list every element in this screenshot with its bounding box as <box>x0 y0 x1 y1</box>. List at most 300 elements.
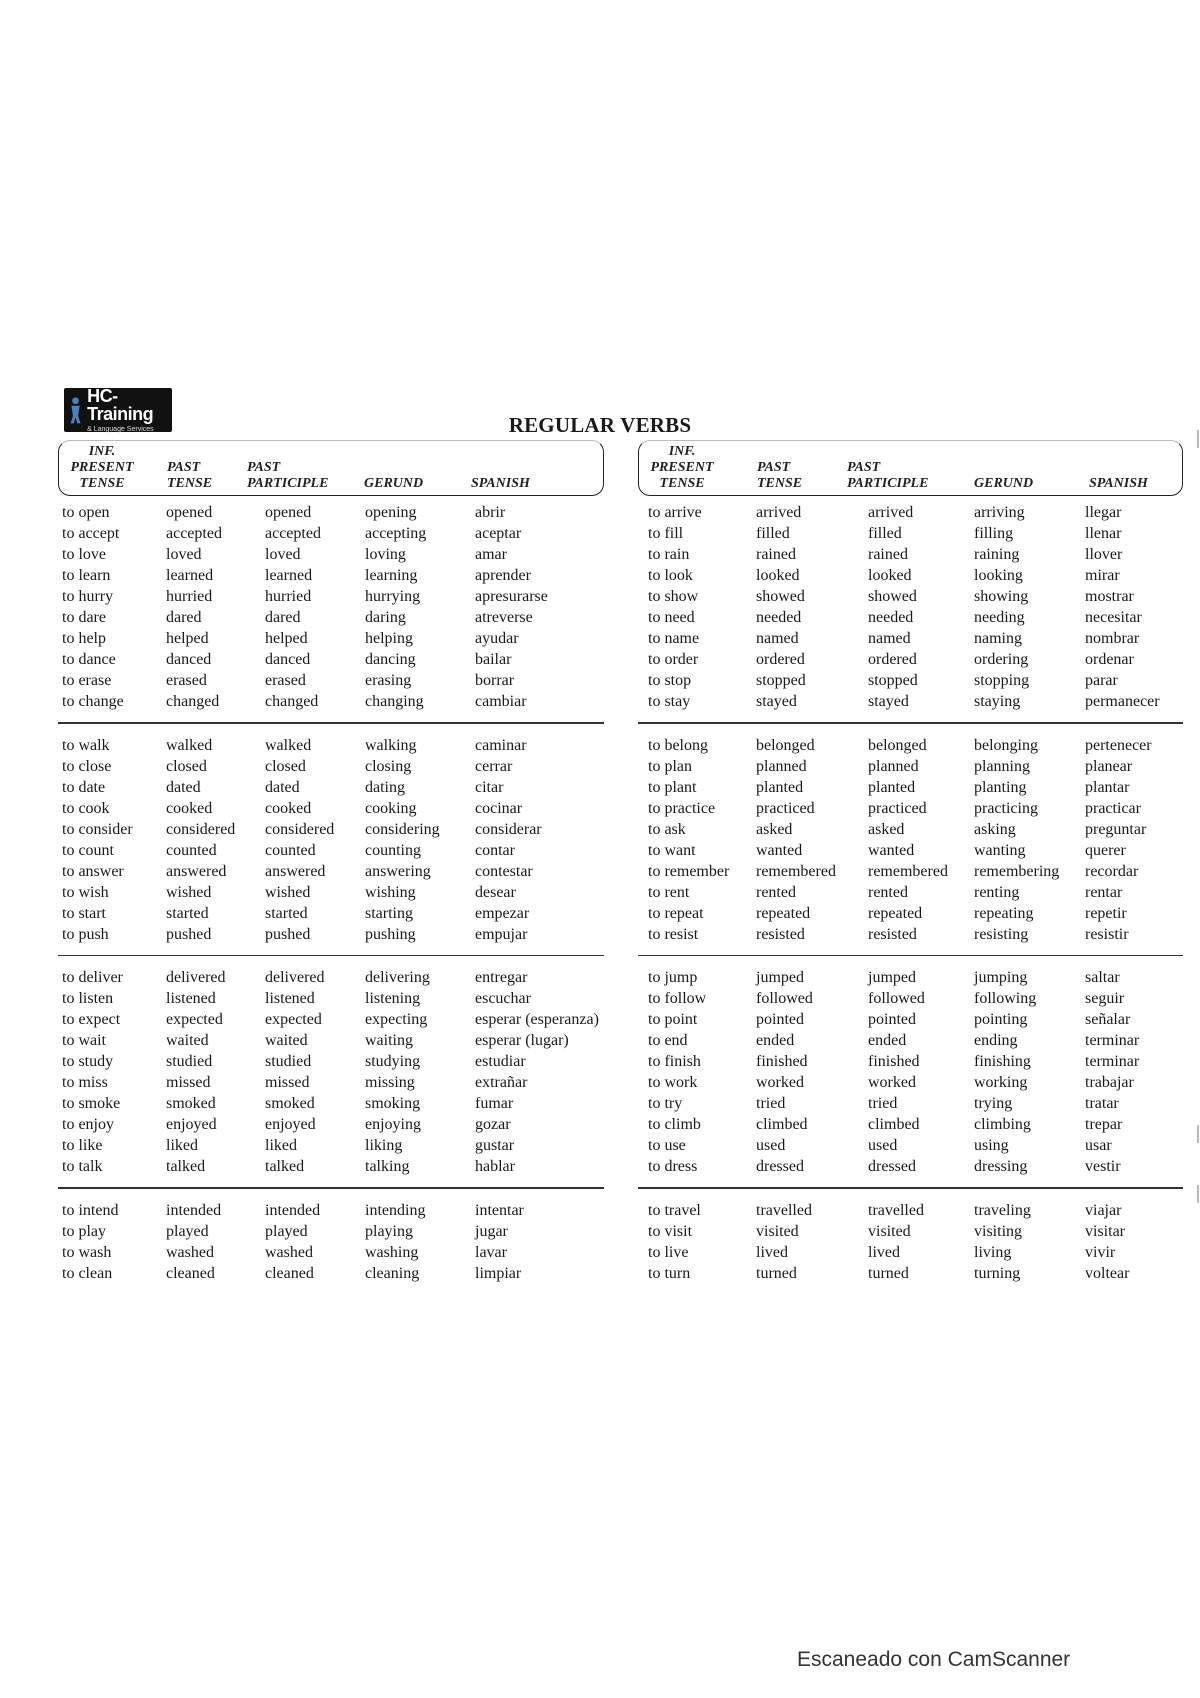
table-row <box>58 798 604 819</box>
spanish-cell: trabajar <box>1085 1074 1134 1091</box>
infinitive-cell: to rain <box>648 546 690 563</box>
gerund-cell: expecting <box>365 1011 428 1028</box>
spanish-cell: ayudar <box>475 630 519 647</box>
past-tense-cell: hurried <box>166 588 213 605</box>
table-row <box>638 798 1183 819</box>
table-row <box>58 1263 604 1284</box>
infinitive-cell: to answer <box>62 862 124 880</box>
infinitive-cell: to stay <box>648 693 691 710</box>
past-tense-cell: smoked <box>166 1095 216 1112</box>
past-tense-cell: resisted <box>756 925 805 943</box>
camscanner-footer: Escaneado con CamScanner <box>797 1648 1071 1671</box>
past-participle-cell: stopped <box>868 672 918 689</box>
past-tense-cell: danced <box>166 651 212 668</box>
spanish-cell: repetir <box>1085 904 1127 922</box>
spanish-cell: querer <box>1085 841 1126 859</box>
table-row <box>58 735 604 756</box>
table-row <box>638 502 1183 523</box>
spanish-cell: parar <box>1085 672 1118 689</box>
infinitive-cell: to enjoy <box>62 1116 114 1133</box>
gerund-cell: starting <box>365 904 413 922</box>
column-header: SPANISH <box>1089 476 1148 491</box>
column-header: GERUND <box>974 476 1034 491</box>
table-row <box>638 967 1183 988</box>
infinitive-cell: to fill <box>648 525 684 542</box>
past-tense-cell: showed <box>756 588 805 605</box>
past-participle-cell: answered <box>265 862 326 880</box>
column-header: PAST TENSE <box>167 460 213 491</box>
past-tense-cell: accepted <box>166 525 222 542</box>
infinitive-cell: to talk <box>62 1158 103 1175</box>
gerund-cell: remembering <box>974 862 1060 880</box>
past-participle-cell: named <box>868 630 911 647</box>
past-participle-cell: wished <box>265 883 311 901</box>
gerund-cell: working <box>974 1074 1028 1091</box>
table-row <box>58 586 604 607</box>
infinitive-cell: to expect <box>62 1011 121 1028</box>
infinitive-cell: to use <box>648 1137 686 1154</box>
past-tense-cell: delivered <box>166 969 226 986</box>
past-tense-cell: pushed <box>166 925 212 943</box>
past-tense-cell: asked <box>756 820 793 838</box>
past-tense-cell: expected <box>166 1011 223 1028</box>
table-row <box>638 1030 1183 1051</box>
infinitive-cell: to plan <box>648 757 692 775</box>
gerund-cell: staying <box>974 693 1021 710</box>
table-row <box>638 1156 1183 1177</box>
spanish-cell: contar <box>475 841 515 859</box>
gerund-cell: helping <box>365 630 413 647</box>
table-row <box>58 628 604 649</box>
gerund-cell: looking <box>974 567 1023 584</box>
infinitive-cell: to play <box>62 1222 106 1240</box>
gerund-cell: smoking <box>365 1095 421 1112</box>
past-participle-cell: started <box>265 904 308 922</box>
past-participle-cell: turned <box>868 1264 909 1282</box>
past-tense-cell: visited <box>756 1222 799 1240</box>
spanish-cell: aprender <box>475 567 531 584</box>
table-row <box>638 628 1183 649</box>
infinitive-cell: to dress <box>648 1158 698 1175</box>
column-header: GERUND <box>364 476 424 491</box>
past-tense-cell: changed <box>166 693 220 710</box>
gerund-cell: missing <box>365 1074 415 1091</box>
column-header-bar <box>58 440 604 496</box>
table-row <box>58 1093 604 1114</box>
scan-edge-mark <box>1197 430 1199 448</box>
spanish-cell: mirar <box>1085 567 1120 584</box>
past-participle-cell: dated <box>265 778 300 796</box>
spanish-cell: necesitar <box>1085 609 1142 626</box>
spanish-cell: viajar <box>1085 1201 1122 1219</box>
spanish-cell: cerrar <box>475 757 513 775</box>
table-row <box>638 1072 1183 1093</box>
past-participle-cell: missed <box>265 1074 310 1091</box>
infinitive-cell: to end <box>648 1032 688 1049</box>
past-tense-cell: belonged <box>756 736 815 754</box>
infinitive-cell: to remember <box>648 862 730 880</box>
infinitive-cell: to close <box>62 757 112 775</box>
infinitive-cell: to wait <box>62 1032 106 1049</box>
table-row <box>58 988 604 1009</box>
past-participle-cell: played <box>265 1222 308 1240</box>
spanish-cell: considerar <box>475 820 542 838</box>
table-row <box>638 1200 1183 1221</box>
spanish-cell: visitar <box>1085 1222 1125 1240</box>
group-divider <box>58 722 604 724</box>
past-participle-cell: opened <box>265 504 312 521</box>
scan-edge-mark <box>1197 1185 1199 1203</box>
gerund-cell: enjoying <box>365 1116 421 1133</box>
infinitive-cell: to help <box>62 630 106 647</box>
past-tense-cell: lived <box>756 1243 788 1261</box>
past-tense-cell: listened <box>166 990 216 1007</box>
infinitive-cell: to walk <box>62 736 110 754</box>
verb-group <box>638 502 1183 712</box>
infinitive-cell: to love <box>62 546 106 563</box>
past-participle-cell: intended <box>265 1201 321 1219</box>
infinitive-cell: to push <box>62 925 109 943</box>
past-tense-cell: planned <box>756 757 807 775</box>
spanish-cell: extrañar <box>475 1074 528 1091</box>
spanish-cell: desear <box>475 883 516 901</box>
gerund-cell: finishing <box>974 1053 1031 1070</box>
spanish-cell: saltar <box>1085 969 1120 986</box>
past-participle-cell: stayed <box>868 693 909 710</box>
infinitive-cell: to point <box>648 1011 698 1028</box>
spanish-cell: escuchar <box>475 990 531 1007</box>
table-row <box>638 756 1183 777</box>
gerund-cell: following <box>974 990 1037 1007</box>
group-divider <box>638 955 1183 957</box>
gerund-cell: traveling <box>974 1201 1031 1219</box>
spanish-cell: gustar <box>475 1137 515 1154</box>
table-row <box>638 649 1183 670</box>
spanish-cell: llegar <box>1085 504 1122 521</box>
past-participle-cell: ordered <box>868 651 917 668</box>
past-participle-cell: studied <box>265 1053 312 1070</box>
past-tense-cell: practiced <box>756 799 815 817</box>
past-tense-cell: learned <box>166 567 214 584</box>
gerund-cell: jumping <box>974 969 1028 986</box>
past-tense-cell: loved <box>166 546 202 563</box>
table-row <box>638 670 1183 691</box>
gerund-cell: closing <box>365 757 412 775</box>
gerund-cell: cleaning <box>365 1264 420 1282</box>
past-tense-cell: repeated <box>756 904 811 922</box>
column-header: SPANISH <box>471 476 530 491</box>
table-row <box>58 502 604 523</box>
gerund-cell: cooking <box>365 799 417 817</box>
infinitive-cell: to listen <box>62 990 114 1007</box>
gerund-cell: liking <box>365 1137 403 1154</box>
table-row <box>58 1114 604 1135</box>
past-participle-cell: walked <box>265 736 312 754</box>
table-row <box>58 840 604 861</box>
verb-group <box>58 502 604 712</box>
spanish-cell: mostrar <box>1085 588 1134 605</box>
infinitive-cell: to repeat <box>648 904 704 922</box>
gerund-cell: belonging <box>974 736 1038 754</box>
past-tense-cell: used <box>756 1137 786 1154</box>
table-row <box>638 607 1183 628</box>
gerund-cell: hurrying <box>365 588 421 605</box>
past-tense-cell: cooked <box>166 799 213 817</box>
past-participle-cell: jumped <box>868 969 916 986</box>
infinitive-cell: to stop <box>648 672 692 689</box>
infinitive-cell: to need <box>648 609 695 626</box>
past-participle-cell: closed <box>265 757 306 775</box>
table-row <box>58 819 604 840</box>
verb-group <box>58 967 604 1177</box>
past-tense-cell: answered <box>166 862 227 880</box>
table-row <box>58 882 604 903</box>
past-participle-cell: dared <box>265 609 301 626</box>
spanish-cell: seguir <box>1085 990 1125 1007</box>
past-participle-cell: belonged <box>868 736 927 754</box>
gerund-cell: ordering <box>974 651 1029 668</box>
past-participle-cell: planned <box>868 757 919 775</box>
past-participle-cell: showed <box>868 588 917 605</box>
past-tense-cell: intended <box>166 1201 222 1219</box>
past-participle-cell: travelled <box>868 1201 924 1219</box>
spanish-cell: aceptar <box>475 525 522 542</box>
past-tense-cell: considered <box>166 820 236 838</box>
table-row <box>638 1263 1183 1284</box>
group-divider <box>58 955 604 957</box>
spanish-cell: permanecer <box>1085 693 1160 710</box>
spanish-cell: estudiar <box>475 1053 526 1070</box>
gerund-cell: ending <box>974 1032 1018 1049</box>
table-row <box>638 1009 1183 1030</box>
past-tense-cell: waited <box>166 1032 209 1049</box>
table-row <box>58 544 604 565</box>
scan-edge-mark <box>1197 1125 1199 1143</box>
table-row <box>638 861 1183 882</box>
logo-subtitle: & Language Services <box>87 426 154 433</box>
spanish-cell: esperar (esperanza) <box>475 1011 599 1028</box>
gerund-cell: talking <box>365 1158 410 1175</box>
table-row <box>58 777 604 798</box>
table-row <box>638 1114 1183 1135</box>
gerund-cell: delivering <box>365 969 430 986</box>
spanish-cell: voltear <box>1085 1264 1130 1282</box>
column-header-bar <box>638 440 1183 496</box>
person-icon <box>68 393 83 427</box>
table-row <box>58 903 604 924</box>
past-tense-cell: opened <box>166 504 213 521</box>
table-row <box>638 523 1183 544</box>
spanish-cell: abrir <box>475 504 506 521</box>
table-row <box>638 777 1183 798</box>
infinitive-cell: to climb <box>648 1116 701 1133</box>
infinitive-cell: to learn <box>62 567 111 584</box>
past-participle-cell: pointed <box>868 1011 916 1028</box>
past-tense-cell: rained <box>756 546 796 563</box>
past-tense-cell: washed <box>166 1243 214 1261</box>
spanish-cell: cambiar <box>475 693 527 710</box>
gerund-cell: filling <box>974 525 1014 542</box>
infinitive-cell: to live <box>648 1243 689 1261</box>
verb-group <box>638 967 1183 1177</box>
infinitive-cell: to visit <box>648 1222 693 1240</box>
infinitive-cell: to order <box>648 651 699 668</box>
past-participle-cell: changed <box>265 693 319 710</box>
past-tense-cell: arrived <box>756 504 802 521</box>
spanish-cell: vivir <box>1085 1243 1116 1261</box>
past-tense-cell: travelled <box>756 1201 812 1219</box>
column-header: INF. PRESENT TENSE <box>70 444 134 491</box>
table-row <box>638 1051 1183 1072</box>
table-row <box>58 1135 604 1156</box>
infinitive-cell: to deliver <box>62 969 123 986</box>
table-row <box>58 523 604 544</box>
gerund-cell: needing <box>974 609 1025 626</box>
past-participle-cell: smoked <box>265 1095 315 1112</box>
infinitive-cell: to work <box>648 1074 698 1091</box>
past-tense-cell: started <box>166 904 209 922</box>
past-participle-cell: filled <box>868 525 902 542</box>
past-tense-cell: played <box>166 1222 209 1240</box>
past-participle-cell: visited <box>868 1222 911 1240</box>
infinitive-cell: to start <box>62 904 106 922</box>
infinitive-cell: to intend <box>62 1201 119 1219</box>
past-tense-cell: stayed <box>756 693 797 710</box>
past-participle-cell: danced <box>265 651 311 668</box>
infinitive-cell: to show <box>648 588 699 605</box>
spanish-cell: tratar <box>1085 1095 1119 1112</box>
infinitive-cell: to travel <box>648 1201 701 1219</box>
spanish-cell: esperar (lugar) <box>475 1032 569 1049</box>
spanish-cell: apresurarse <box>475 588 548 605</box>
table-row <box>638 882 1183 903</box>
gerund-cell: practicing <box>974 799 1038 817</box>
gerund-cell: repeating <box>974 904 1034 922</box>
table-row <box>638 544 1183 565</box>
table-row <box>638 735 1183 756</box>
gerund-cell: resisting <box>974 925 1029 943</box>
spanish-cell: rentar <box>1085 883 1123 901</box>
past-tense-cell: tried <box>756 1095 786 1112</box>
past-tense-cell: missed <box>166 1074 211 1091</box>
past-participle-cell: rained <box>868 546 908 563</box>
past-tense-cell: talked <box>166 1158 206 1175</box>
gerund-cell: renting <box>974 883 1020 901</box>
spanish-cell: pertenecer <box>1085 736 1152 754</box>
gerund-cell: wishing <box>365 883 416 901</box>
past-tense-cell: remembered <box>756 862 836 880</box>
gerund-cell: erasing <box>365 672 412 689</box>
past-participle-cell: arrived <box>868 504 914 521</box>
table-row <box>58 1156 604 1177</box>
infinitive-cell: to consider <box>62 820 133 838</box>
past-tense-cell: dared <box>166 609 202 626</box>
spanish-cell: usar <box>1085 1137 1112 1154</box>
table-row <box>58 756 604 777</box>
past-tense-cell: dated <box>166 778 201 796</box>
table-row <box>58 1072 604 1093</box>
infinitive-cell: to study <box>62 1053 114 1070</box>
past-participle-cell: washed <box>265 1243 313 1261</box>
past-tense-cell: studied <box>166 1053 213 1070</box>
past-tense-cell: cleaned <box>166 1264 215 1282</box>
past-participle-cell: liked <box>265 1137 297 1154</box>
spanish-cell: planear <box>1085 757 1133 775</box>
spanish-cell: empezar <box>475 904 530 922</box>
table-row <box>58 607 604 628</box>
column-header: PAST TENSE <box>757 460 803 491</box>
spanish-cell: llover <box>1085 546 1123 563</box>
table-row <box>58 691 604 712</box>
column-header: PAST PARTICIPLE <box>247 460 329 491</box>
past-participle-cell: wanted <box>868 841 915 859</box>
verb-group <box>638 735 1183 945</box>
past-participle-cell: counted <box>265 841 316 859</box>
gerund-cell: living <box>974 1243 1012 1261</box>
gerund-cell: learning <box>365 567 418 584</box>
past-participle-cell: tried <box>868 1095 898 1112</box>
spanish-cell: terminar <box>1085 1053 1140 1070</box>
infinitive-cell: to wash <box>62 1243 112 1261</box>
spanish-cell: plantar <box>1085 778 1130 796</box>
past-tense-cell: needed <box>756 609 802 626</box>
past-participle-cell: resisted <box>868 925 917 943</box>
infinitive-cell: to clean <box>62 1264 113 1282</box>
infinitive-cell: to follow <box>648 990 707 1007</box>
gerund-cell: changing <box>365 693 424 710</box>
gerund-cell: pushing <box>365 925 416 943</box>
infinitive-cell: to cook <box>62 799 110 817</box>
table-row <box>638 819 1183 840</box>
gerund-cell: waiting <box>365 1032 413 1049</box>
past-participle-cell: listened <box>265 990 315 1007</box>
column-header: INF. PRESENT TENSE <box>650 444 714 491</box>
infinitive-cell: to hurry <box>62 588 114 605</box>
past-tense-cell: stopped <box>756 672 806 689</box>
infinitive-cell: to dare <box>62 609 106 626</box>
table-row <box>638 691 1183 712</box>
gerund-cell: naming <box>974 630 1022 647</box>
past-tense-cell: liked <box>166 1137 198 1154</box>
logo-name: HC-Training <box>87 386 154 424</box>
table-row <box>58 1009 604 1030</box>
past-tense-cell: wanted <box>756 841 803 859</box>
table-row <box>58 1221 604 1242</box>
verbs-table-left <box>58 440 604 1284</box>
past-tense-cell: ended <box>756 1032 795 1049</box>
spanish-cell: trepar <box>1085 1116 1123 1133</box>
infinitive-cell: to accept <box>62 525 120 542</box>
past-participle-cell: dressed <box>868 1158 916 1175</box>
past-tense-cell: jumped <box>756 969 804 986</box>
infinitive-cell: to look <box>648 567 693 584</box>
past-tense-cell: enjoyed <box>166 1116 217 1133</box>
past-participle-cell: expected <box>265 1011 322 1028</box>
spanish-cell: recordar <box>1085 862 1139 880</box>
gerund-cell: asking <box>974 820 1016 838</box>
spanish-cell: señalar <box>1085 1011 1131 1028</box>
past-tense-cell: climbed <box>756 1116 808 1133</box>
gerund-cell: opening <box>365 504 417 521</box>
past-participle-cell: learned <box>265 567 313 584</box>
table-row <box>638 1242 1183 1263</box>
group-divider <box>638 722 1183 724</box>
past-tense-cell: looked <box>756 567 800 584</box>
infinitive-cell: to practice <box>648 799 716 817</box>
past-participle-cell: lived <box>868 1243 900 1261</box>
infinitive-cell: to name <box>648 630 700 647</box>
gerund-cell: intending <box>365 1201 426 1219</box>
